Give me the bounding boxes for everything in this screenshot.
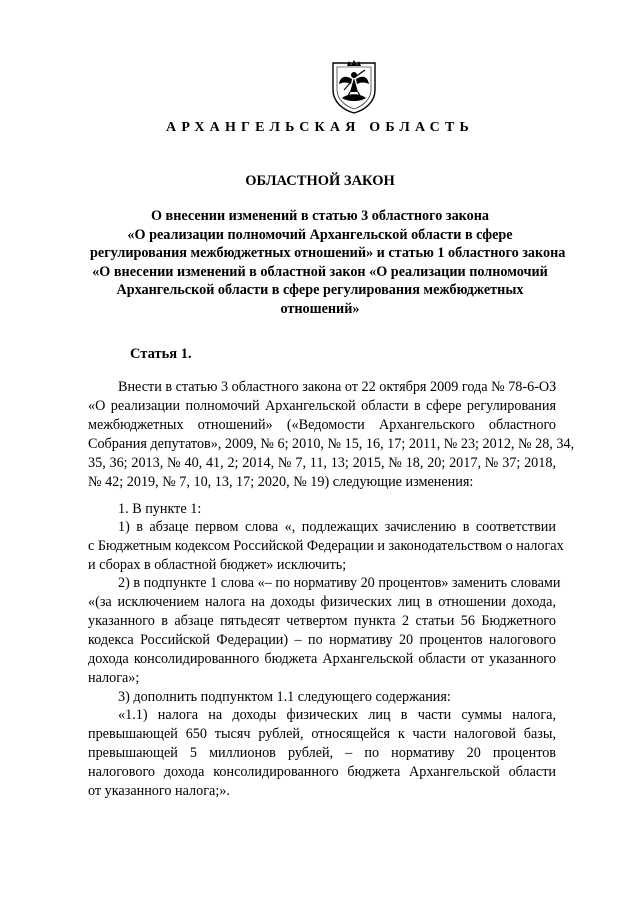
text-line: дохода консолидированного бюджета Архангельской области от указанного [88, 650, 556, 667]
text-line: кодекса Российской Федерации) – по нормативу 20 процентов налогового [88, 631, 556, 648]
item-3-heading: 3) дополнить подпунктом 1.1 следующего содержания: [118, 689, 451, 705]
text-line: Внести в статью 3 областного закона от 22 октября 2009 года № 78-6-ОЗ [118, 379, 557, 395]
text-line: «(за исключением налога на доходы физических лиц в отношении дохода, [88, 593, 556, 610]
text-line: межбюджетных отношений» («Ведомости Архангельского областного [88, 416, 556, 433]
title-line: Архангельской области в сфере регулирования межбюджетных [116, 282, 524, 299]
title-line: «О внесении изменений в областной закон «О реализации полномочий [92, 263, 548, 280]
law-type: ОБЛАСТНОЙ ЗАКОН [245, 173, 395, 189]
text-line: 35, 36; 2013, № 40, 41, 2; 2014, № 7, 11, 13; 2015, № 18, 20; 2017, № 37; 2018, [88, 454, 556, 471]
text-line: налога»; [88, 669, 140, 686]
text-line: от указанного налога;». [88, 782, 230, 799]
coat-of-arms-emblem [330, 60, 378, 114]
title-line: «О реализации полномочий Архангельской области в сфере [127, 226, 513, 243]
text-line: превышающей 5 миллионов рублей, – по нормативу 20 процентов [88, 744, 556, 761]
intro-paragraph [88, 378, 575, 491]
item-1-paragraph [88, 518, 564, 575]
text-line: № 42; 2019, № 7, 10, 13, 17; 2020, № 19) следующие изменения: [88, 473, 474, 490]
article-heading: Статья 1. [130, 346, 192, 362]
text-line: «1.1) налога на доходы физических лиц в части суммы налога, [118, 707, 556, 723]
text-line: превышающей 650 тысяч рублей, относящейся к части налоговой базы, [88, 725, 556, 742]
text-line: указанного в абзаце пятьдесят четвертом пункта 2 статьи 56 Бюджетного [88, 612, 556, 629]
text-line: «О реализации полномочий Архангельской области в сфере регулирования [88, 397, 556, 414]
text-line: 2) в подпункте 1 слова «– по нормативу 20 процентов» заменить словами [118, 575, 561, 591]
text-line: и сборах в областной бюджет» исключить; [88, 556, 347, 573]
text-line: Собрания депутатов», 2009, № 6; 2010, № 15, 16, 17; 2011, № 23; 2012, № 28, 34, [88, 435, 575, 452]
region-name: АРХАНГЕЛЬСКАЯ ОБЛАСТЬ [166, 120, 474, 135]
item-3-paragraph [88, 706, 556, 801]
text-line: с Бюджетным кодексом Российской Федерации и законодательством о налогах [88, 537, 564, 554]
title-line: регулирования межбюджетных отношений» и статью 1 областного закона [90, 245, 566, 262]
title-line: отношений» [280, 300, 360, 317]
item-2-paragraph [88, 574, 561, 687]
text-line: 1) в абзаце первом слова «, подлежащих зачислению в соответствии [118, 519, 556, 535]
law-title [90, 207, 566, 319]
text-line: налогового дохода консолидированного бюджета Архангельской области [88, 763, 556, 780]
point-1-heading: 1. В пункте 1: [118, 501, 202, 517]
title-line: О внесении изменений в статью 3 областного закона [150, 208, 490, 224]
